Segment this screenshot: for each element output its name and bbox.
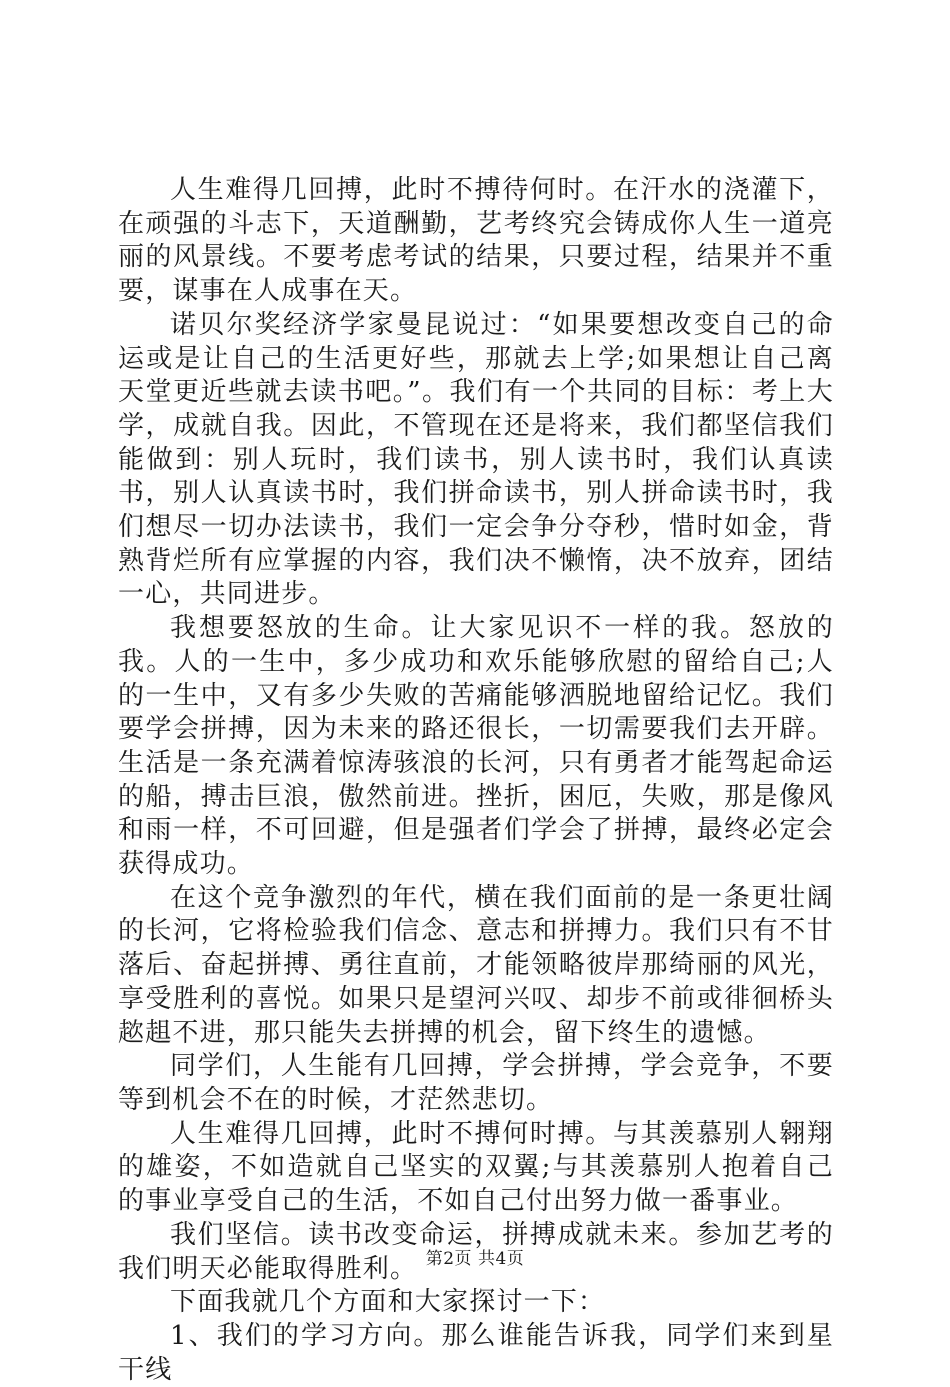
document-body bbox=[118, 174, 834, 1387]
paragraph-2: 诺贝尔奖经济学家曼昆说过：“如果要想改变自己的命运或是让自己的生活更好些，那就去上学;如果想让自己离天堂更近些就去读书吧。”。我们有一个共同的目标：考上大学，成就自我。因此，不管现在还是将来，我们都坚信我们能做到：别人玩时，我们读书，别人读书时，我们认真读书，别人认真读书时，我们拼命读书，别人拼命读书时，我们想尽一切办法读书，我们一定会争分夺秒，惜时如金，背熟背烂所有应掌握的内容，我们决不懒惰，决不放弃，团结一心，共同进步。 bbox=[118, 309, 834, 610]
paragraph-1: 人生难得几回搏，此时不搏待何时。在汗水的浇灌下，在顽强的斗志下，天道酬勤，艺考终究会铸成你人生一道亮丽的风景线。不要考虑考试的结果，只要过程，结果并不重要，谋事在人成事在天。 bbox=[118, 175, 834, 307]
paragraph-5: 同学们，人生能有几回搏，学会拼搏，学会竞争，不要等到机会不在的时候，才茫然悲切。 bbox=[118, 1051, 834, 1115]
paragraph-3: 我想要怒放的生命。让大家见识不一样的我。怒放的我。人的一生中，多少成功和欢乐能够欣慰的留给自己;人的一生中，又有多少失败的苦痛能够洒脱地留给记忆。我们要学会拼搏，因为未来的路还很长，一切需要我们去开辟。生活是一条充满着惊涛骇浪的长河，只有勇者才能驾起命运的船，搏击巨浪，傲然前进。挫折，困厄，失败，那是像风和雨一样，不可回避，但是强者们学会了拼搏，最终必定会获得成功。 bbox=[118, 613, 834, 880]
page-number-footer: 第2页 共4页 bbox=[425, 1249, 525, 1269]
paragraph-6: 人生难得几回搏，此时不搏何时搏。与其羡慕别人翱翔的雄姿，不如造就自己坚实的双翼;与其羡慕别人抱着自己的事业享受自己的生活，不如自己付出努力做一番事业。 bbox=[118, 1118, 834, 1217]
paragraph-9: 1、我们的学习方向。那么谁能告诉我，同学们来到星干线 bbox=[118, 1320, 834, 1385]
paragraph-7: 我们坚信。读书改变命运，拼搏成就未来。参加艺考的我们明天必能取得胜利。 bbox=[118, 1219, 834, 1284]
paragraph-4: 在这个竞争激烈的年代，横在我们面前的是一条更壮阔的长河，它将检验我们信念、意志和拼搏力。我们只有不甘落后、奋起拼搏、勇往直前，才能领略彼岸那绮丽的风光，享受胜利的喜悦。如果只是望河兴叹、却步不前或徘徊桥头趑趄不进，那只能失去拼搏的机会，留下终生的遗憾。 bbox=[118, 882, 834, 1048]
paragraph-8: 下面我就几个方面和大家探讨一下： bbox=[170, 1287, 606, 1318]
